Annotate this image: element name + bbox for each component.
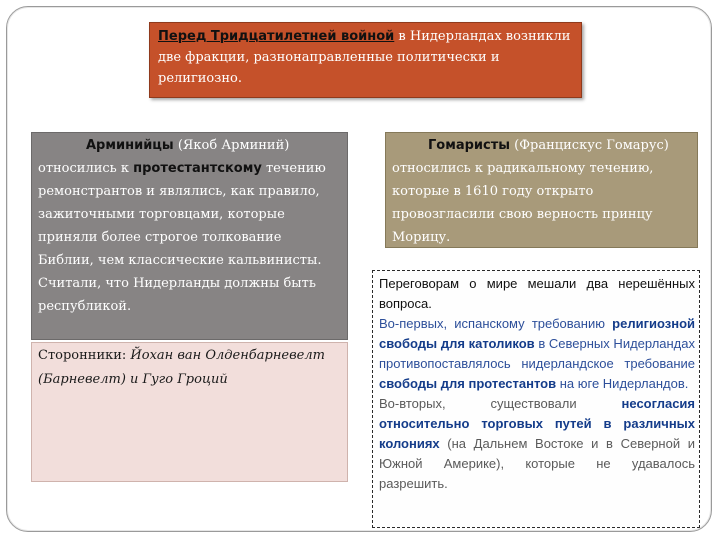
arminians-founder: (Якоб Арминий) [173, 138, 290, 153]
arminians-text [38, 157, 341, 318]
supporters-box [31, 342, 348, 482]
gomarists-founder: (Франциcкус Гомарус) [510, 138, 669, 153]
arminians-body: ремонстрантов и являлись, как правило, зажиточными торговцами, которые приняли более строгое толкование Библии, чем классические кальвинисты. Считали, что Нидерланды должны быть республикой. [38, 184, 322, 314]
first-d: свободы для протестантов [379, 376, 557, 391]
first-c: в Северных Нидерландах противопоставлялось нидерландское требование [379, 336, 695, 371]
negotiations-first [379, 314, 695, 394]
supporters-names: Йохан ван Олденбарневелт (Барневелт) и Гуго Гроций [38, 348, 325, 387]
arminians-box [31, 132, 348, 340]
negotiations-second [379, 394, 695, 494]
gomarists-box [385, 132, 698, 248]
arminians-text-a: относились к [38, 161, 134, 176]
supporters-label: Сторонники: [38, 348, 131, 363]
gomarists-heading-line [392, 134, 691, 157]
first-b: религиозной свободы для католиков [379, 316, 695, 351]
arminians-text-c: течению [261, 161, 326, 176]
gomarists-body: относились к радикальному течению, которые в 1610 году открыто провозгласили свою верность принцу Морицу. [392, 161, 654, 245]
second-a: Во-вторых, существовали [379, 396, 622, 411]
intro-banner [149, 22, 582, 98]
arminians-heading-line [38, 134, 341, 157]
negotiations-intro: Переговорам о мире мешали два нерешённых вопроса. [379, 276, 695, 311]
second-b: несогласия относительно торговых путей в различных колониях [379, 396, 695, 451]
second-c: (на Дальнем Востоке и в Северной и Южной Америке), которые не удавалось разрешить. [379, 436, 695, 491]
negotiations-box [372, 270, 700, 528]
arminians-protestant: протестантскому [133, 161, 262, 176]
arminians-heading: Арминийцы [86, 138, 174, 153]
intro-highlight: Перед Тридцатилетней войной [158, 29, 395, 44]
intro-text: в Нидерландах возникли две фракции, разнонаправленные политически и религиозно. [158, 29, 571, 86]
gomarists-heading: Гомаристы [428, 138, 511, 153]
first-a: Во-первых, испанскому требованию [379, 316, 613, 331]
first-e: на юге Нидерландов. [556, 376, 689, 391]
